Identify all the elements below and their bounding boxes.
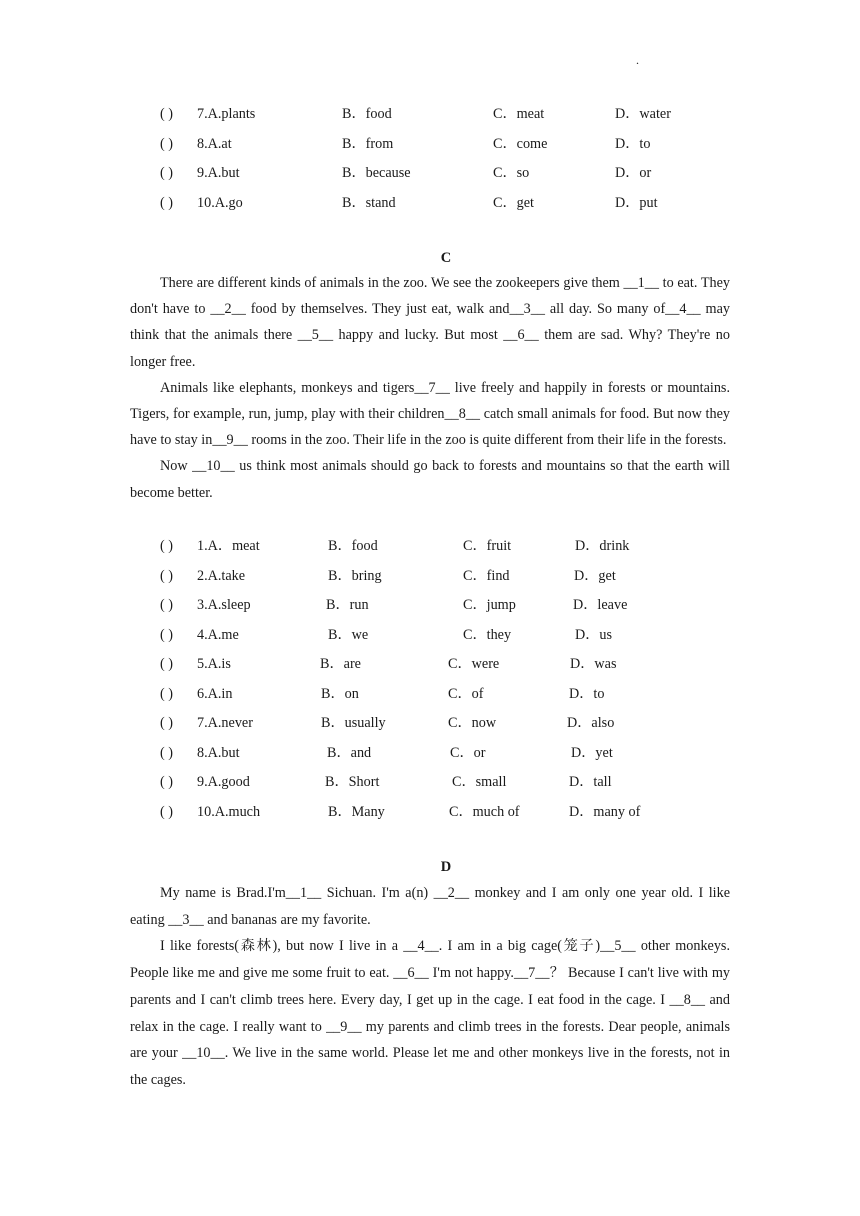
answer-blank[interactable]: ( ) (160, 136, 173, 152)
answer-blank[interactable]: ( ) (160, 195, 173, 211)
option-c: C．fruit (463, 538, 512, 554)
page-mark: . (636, 53, 639, 67)
answer-blank[interactable]: ( ) (160, 627, 173, 643)
option-b: B．from (342, 136, 394, 152)
passage-paragraph: Now __10__ us think most animals should go back to forests and mountains so that the earth will become better. (130, 458, 730, 501)
section-c-heading: C (440, 250, 452, 266)
option-b: B．on (321, 686, 359, 702)
option-c: C．of (448, 686, 484, 702)
option-b: B．because (342, 165, 411, 181)
option-c: C．come (493, 136, 548, 152)
section-d-passage (130, 880, 730, 1094)
option-d: D．or (615, 165, 652, 181)
answer-blank[interactable]: ( ) (160, 597, 173, 613)
option-d: D．drink (575, 538, 630, 554)
option-c: C．much of (449, 804, 520, 820)
passage-paragraph: There are different kinds of animals in the zoo. We see the zookeepers give them __1__ to eat. They don't have to __2__ food by themselves. They just eat, walk and__3__ all day. So many of__4__ may think that the animals there __5__ happy and lucky. But most __6__ them are sad. Why? They're no longer free. (130, 275, 730, 370)
option-b: B．and (327, 745, 372, 761)
option-c: C．jump (463, 597, 516, 613)
option-a: 7.A.plants (197, 106, 256, 122)
section-d-heading: D (440, 859, 452, 875)
option-c: C．find (463, 568, 510, 584)
answer-blank[interactable]: ( ) (160, 745, 173, 761)
option-a: 7.A.never (197, 715, 253, 731)
answer-blank[interactable]: ( ) (160, 106, 173, 122)
option-d: D．us (575, 627, 613, 643)
option-a: 9.A.but (197, 165, 240, 181)
option-d: D．water (615, 106, 671, 122)
option-d: D．to (569, 686, 605, 702)
option-d: D．put (615, 195, 658, 211)
option-a: 8.A.at (197, 136, 232, 152)
option-d: D．was (570, 656, 617, 672)
option-b: B．are (320, 656, 361, 672)
option-c: C．were (448, 656, 500, 672)
option-d: D．get (574, 568, 616, 584)
option-b: B．run (326, 597, 369, 613)
answer-blank[interactable]: ( ) (160, 538, 173, 554)
option-c: C．small (452, 774, 507, 790)
option-b: B．usually (321, 715, 386, 731)
option-a: 4.A.me (197, 627, 239, 643)
answer-blank[interactable]: ( ) (160, 804, 173, 820)
answer-blank[interactable]: ( ) (160, 686, 173, 702)
option-c: C．get (493, 195, 534, 211)
option-c: C．now (448, 715, 497, 731)
section-c-passage (130, 270, 730, 506)
option-b: B．Short (325, 774, 380, 790)
option-c: C．or (450, 745, 486, 761)
option-b: B．Many (328, 804, 385, 820)
option-d: D．leave (573, 597, 628, 613)
option-c: C．so (493, 165, 530, 181)
answer-blank[interactable]: ( ) (160, 656, 173, 672)
option-a: 8.A.but (197, 745, 240, 761)
option-d: D．tall (569, 774, 612, 790)
answer-blank[interactable]: ( ) (160, 715, 173, 731)
option-a: 10.A.go (197, 195, 243, 211)
option-b: B．food (342, 106, 392, 122)
option-b: B．food (328, 538, 378, 554)
option-c: C．they (463, 627, 512, 643)
option-a: 10.A.much (197, 804, 261, 820)
option-b: B．we (328, 627, 369, 643)
answer-blank[interactable]: ( ) (160, 165, 173, 181)
option-a: 5.A.is (197, 656, 231, 672)
answer-blank[interactable]: ( ) (160, 774, 173, 790)
option-a: 3.A.sleep (197, 597, 251, 613)
option-a: 6.A.in (197, 686, 233, 702)
passage-paragraph: I like forests(森林), but now I live in a __4__. I am in a big cage(笼子)__5__ other monkeys. People like me and give me some fruit to eat. __6__ I'm not happy.__7__？ Because I can't live with my parents and I can't climb trees here. Every day, I get up in the cage. I eat food in the cage. I __8__ and relax in the cage. I really want to __9__ my parents and climb trees in the forests. Dear people, animals are your __10__. We live in the same world. Please let me and other monkeys live in the forests, not in the cages. (130, 938, 730, 1088)
option-d: D．also (567, 715, 615, 731)
passage-paragraph: My name is Brad.I'm__1__ Sichuan. I'm a(n) __2__ monkey and I am only one year old. I like eating __3__ and bananas are my favorite. (130, 885, 730, 928)
passage-paragraph: Animals like elephants, monkeys and tigers__7__ live freely and happily in forests or mountains. Tigers, for example, run, jump, play with their children__8__ catch small animals for food. But now they have to stay in__9__ rooms in the zoo. Their life in the zoo is quite different from their life in the forests. (130, 379, 730, 449)
option-d: D．yet (571, 745, 613, 761)
option-a: 1.A．meat (197, 538, 260, 554)
option-d: D．many of (569, 804, 641, 820)
option-a: 9.A.good (197, 774, 250, 790)
option-b: B．bring (328, 568, 382, 584)
option-b: B．stand (342, 195, 396, 211)
option-a: 2.A.take (197, 568, 246, 584)
option-d: D．to (615, 136, 651, 152)
answer-blank[interactable]: ( ) (160, 568, 173, 584)
option-c: C．meat (493, 106, 545, 122)
